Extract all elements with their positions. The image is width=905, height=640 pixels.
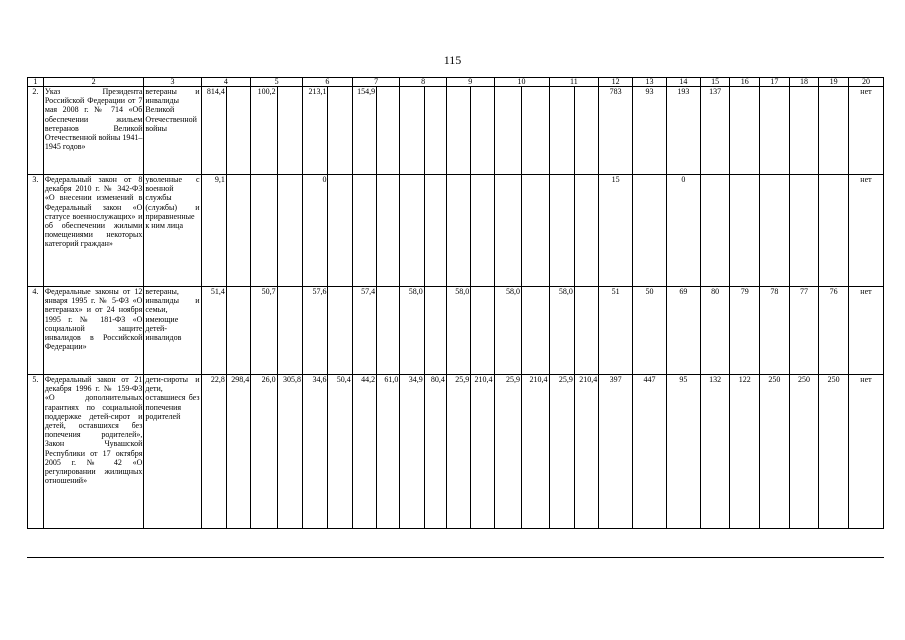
- value-cell: [574, 175, 598, 287]
- row-number: 5.: [28, 375, 44, 529]
- page-number: 115: [443, 53, 462, 67]
- value-cell: 80,4: [424, 375, 446, 529]
- value-cell: 95: [666, 375, 700, 529]
- col-number: 4: [201, 78, 251, 87]
- value-cell: 57,6: [303, 287, 328, 375]
- value-cell: [522, 175, 550, 287]
- value-cell: [328, 87, 352, 175]
- value-cell: 298,4: [226, 375, 250, 529]
- col-number: 3: [144, 78, 201, 87]
- availability-cell: нет: [848, 87, 883, 175]
- value-cell: 51: [599, 287, 633, 375]
- value-cell: 76: [819, 287, 849, 375]
- value-cell: [471, 175, 494, 287]
- value-cell: 250: [789, 375, 819, 529]
- col-number: 2: [43, 78, 144, 87]
- value-cell: [522, 287, 550, 375]
- value-cell: 61,0: [377, 375, 400, 529]
- value-cell: 93: [633, 87, 667, 175]
- category-cell: ветераны, инвалиды и семьи, имеющие детей-инвалидов: [144, 287, 201, 375]
- col-number: 6: [303, 78, 353, 87]
- column-number-row: [28, 78, 884, 87]
- value-cell: [789, 87, 819, 175]
- value-cell: 447: [633, 375, 667, 529]
- value-cell: 58,0: [549, 287, 574, 375]
- legal-basis-cell: Указ Президента Российской Федерации от 7 мая 2008 г. № 714 «Об обеспечении жильем ветеранов Великой Отечественной войны 1941–1945 годов»: [43, 87, 144, 175]
- value-cell: 44,2: [352, 375, 376, 529]
- availability-cell: нет: [848, 175, 883, 287]
- value-cell: 50,4: [328, 375, 352, 529]
- value-cell: [471, 87, 494, 175]
- value-cell: [574, 287, 598, 375]
- value-cell: 0: [666, 175, 700, 287]
- col-number: 11: [549, 78, 599, 87]
- value-cell: [377, 87, 400, 175]
- value-cell: [277, 175, 302, 287]
- table-row: [28, 287, 884, 375]
- value-cell: [424, 287, 446, 375]
- col-number: 17: [760, 78, 790, 87]
- value-cell: 77: [789, 287, 819, 375]
- value-cell: 80: [700, 287, 730, 375]
- category-cell: дети-сироты и дети, оставшиеся без попечения родителей: [144, 375, 201, 529]
- value-cell: [277, 287, 302, 375]
- value-cell: [328, 175, 352, 287]
- row-number: 2.: [28, 87, 44, 175]
- value-cell: 193: [666, 87, 700, 175]
- value-cell: 250: [819, 375, 849, 529]
- value-cell: [760, 175, 790, 287]
- legal-basis-cell: Федеральный закон от 21 декабря 1996 г. № 159-ФЗ «О дополнительных гарантиях по социальной поддержке детей-сирот и детей, оставшихся без попечения родителей», Закон Чувашской Республики от 17 октября 2005 г. № 42 «О регулировании жилищных отношений»: [43, 375, 144, 529]
- table-row: [28, 175, 884, 287]
- value-cell: 22,8: [201, 375, 226, 529]
- col-number: 15: [700, 78, 730, 87]
- value-cell: [471, 287, 494, 375]
- value-cell: [400, 175, 424, 287]
- value-cell: [424, 175, 446, 287]
- value-cell: 58,0: [494, 287, 522, 375]
- availability-cell: нет: [848, 375, 883, 529]
- value-cell: [574, 87, 598, 175]
- value-cell: 34,9: [400, 375, 424, 529]
- value-cell: 210,4: [522, 375, 550, 529]
- value-cell: 100,2: [251, 87, 277, 175]
- value-cell: [549, 175, 574, 287]
- col-number: 12: [599, 78, 633, 87]
- value-cell: [789, 175, 819, 287]
- bottom-rule: [27, 557, 884, 558]
- value-cell: 15: [599, 175, 633, 287]
- value-cell: 58,0: [400, 287, 424, 375]
- value-cell: 210,4: [471, 375, 494, 529]
- value-cell: 34,6: [303, 375, 328, 529]
- row-number: 3.: [28, 175, 44, 287]
- col-number: 8: [400, 78, 447, 87]
- value-cell: 397: [599, 375, 633, 529]
- value-cell: [400, 87, 424, 175]
- value-cell: 213,1: [303, 87, 328, 175]
- value-cell: 814,4: [201, 87, 226, 175]
- value-cell: [226, 175, 250, 287]
- value-cell: 50: [633, 287, 667, 375]
- value-cell: 79: [730, 287, 760, 375]
- value-cell: [424, 87, 446, 175]
- value-cell: [700, 175, 730, 287]
- value-cell: 25,9: [494, 375, 522, 529]
- value-cell: [522, 87, 550, 175]
- value-cell: 154,9: [352, 87, 376, 175]
- row-number: 4.: [28, 287, 44, 375]
- value-cell: 58,0: [446, 287, 470, 375]
- value-cell: 26,0: [251, 375, 277, 529]
- value-cell: [251, 175, 277, 287]
- category-cell: уволенные с военной службы (службы) и приравненные к ним лица: [144, 175, 201, 287]
- legal-basis-cell: Федеральные законы от 12 января 1995 г. № 5-ФЗ «О ветеранах» и от 24 ноября 1995 г. № 181-ФЗ «О социальной защите инвалидов в Российской Федерации»: [43, 287, 144, 375]
- value-cell: [730, 175, 760, 287]
- value-cell: [549, 87, 574, 175]
- value-cell: [377, 287, 400, 375]
- table-row: [28, 87, 884, 175]
- col-number: 13: [633, 78, 667, 87]
- value-cell: 305,8: [277, 375, 302, 529]
- value-cell: [277, 87, 302, 175]
- col-number: 20: [848, 78, 883, 87]
- value-cell: 122: [730, 375, 760, 529]
- legal-basis-cell: Федеральный закон от 8 декабря 2010 г. № 342-ФЗ «О внесении изменений в Федеральный закон «О статусе военнослужащих» и об обеспечении жилыми помещениями некоторых категорий граждан»: [43, 175, 144, 287]
- col-number: 16: [730, 78, 760, 87]
- value-cell: [446, 175, 470, 287]
- value-cell: [377, 175, 400, 287]
- col-number: 9: [446, 78, 494, 87]
- col-number: 10: [494, 78, 549, 87]
- col-number: 7: [352, 78, 400, 87]
- value-cell: 250: [760, 375, 790, 529]
- value-cell: 78: [760, 287, 790, 375]
- col-number: 14: [666, 78, 700, 87]
- value-cell: [328, 287, 352, 375]
- value-cell: 51,4: [201, 287, 226, 375]
- value-cell: [760, 87, 790, 175]
- value-cell: 57,4: [352, 287, 376, 375]
- value-cell: 9,1: [201, 175, 226, 287]
- value-cell: 0: [303, 175, 328, 287]
- value-cell: 783: [599, 87, 633, 175]
- value-cell: [226, 287, 250, 375]
- value-cell: [819, 175, 849, 287]
- table-row: [28, 375, 884, 529]
- value-cell: [730, 87, 760, 175]
- value-cell: [446, 87, 470, 175]
- value-cell: [226, 87, 250, 175]
- col-number: 5: [251, 78, 303, 87]
- value-cell: 25,9: [446, 375, 470, 529]
- value-cell: 50,7: [251, 287, 277, 375]
- availability-cell: нет: [848, 287, 883, 375]
- value-cell: [494, 175, 522, 287]
- col-number: 18: [789, 78, 819, 87]
- value-cell: [494, 87, 522, 175]
- value-cell: 25,9: [549, 375, 574, 529]
- value-cell: [352, 175, 376, 287]
- value-cell: [633, 175, 667, 287]
- value-cell: 137: [700, 87, 730, 175]
- value-cell: 132: [700, 375, 730, 529]
- category-cell: ветераны и инвалиды Великой Отечественной войны: [144, 87, 201, 175]
- col-number: 1: [28, 78, 44, 87]
- value-cell: 69: [666, 287, 700, 375]
- value-cell: [819, 87, 849, 175]
- value-cell: 210,4: [574, 375, 598, 529]
- col-number: 19: [819, 78, 849, 87]
- budget-table: [27, 77, 884, 529]
